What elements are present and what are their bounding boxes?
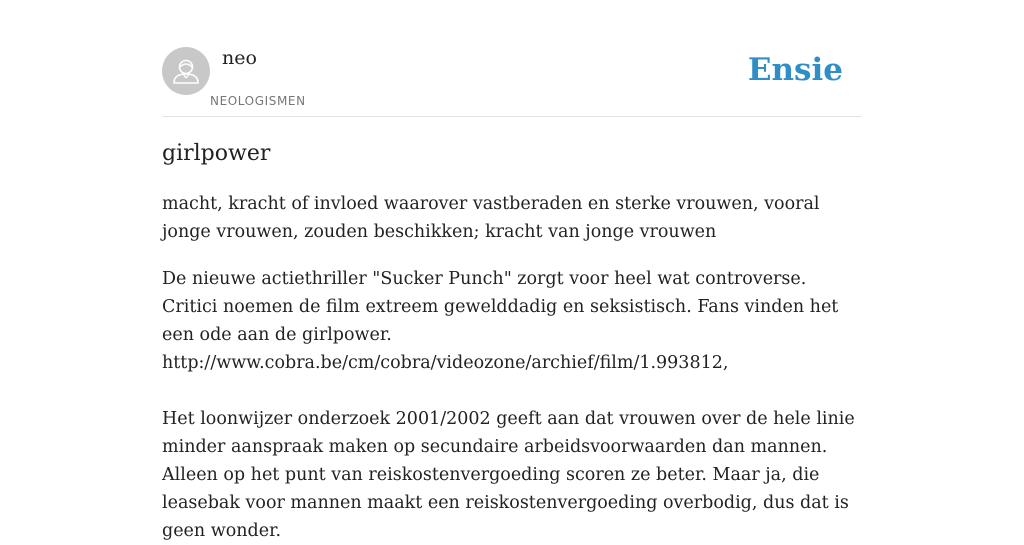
entry-definition: macht, kracht of invloed waarover vastberaden en sterke vrouwen, vooral jonge vrouwen, zouden beschikken; kracht van jonge vrouwen [162,194,820,242]
example-source-url: http://www.cobra.be/cm/cobra/videozone/archief/film/1.993812, [162,353,729,373]
brand-logo[interactable]: Ensie [747,52,843,88]
user-avatar-icon[interactable] [162,47,210,95]
entry-term: girlpower [162,141,271,166]
entry-example [162,265,862,545]
category-label[interactable]: NEOLOGISMEN [210,94,306,108]
example-paragraph: Het loonwijzer onderzoek 2001/2002 geeft aan dat vrouwen over de hele linie minder aanspraak maken op secundaire arbeidsvoorwaarden dan mannen. Alleen op het punt van reiskostenvergoeding scoren ze beter. Maar ja, die leasebak voor mannen maakt een reiskostenvergoeding overbodig, dus dat is geen wonder. [162,409,855,541]
author-username-link[interactable]: neo [222,47,257,69]
entry-content [162,138,862,545]
header [162,0,862,117]
example-paragraph: De nieuwe actiethriller "Sucker Punch" zorgt voor heel wat controverse. Critici noemen de film extreem gewelddadig en seksistisch. Fans vinden het een ode aan de girlpower. [162,269,839,345]
paragraph-spacer [162,377,862,405]
